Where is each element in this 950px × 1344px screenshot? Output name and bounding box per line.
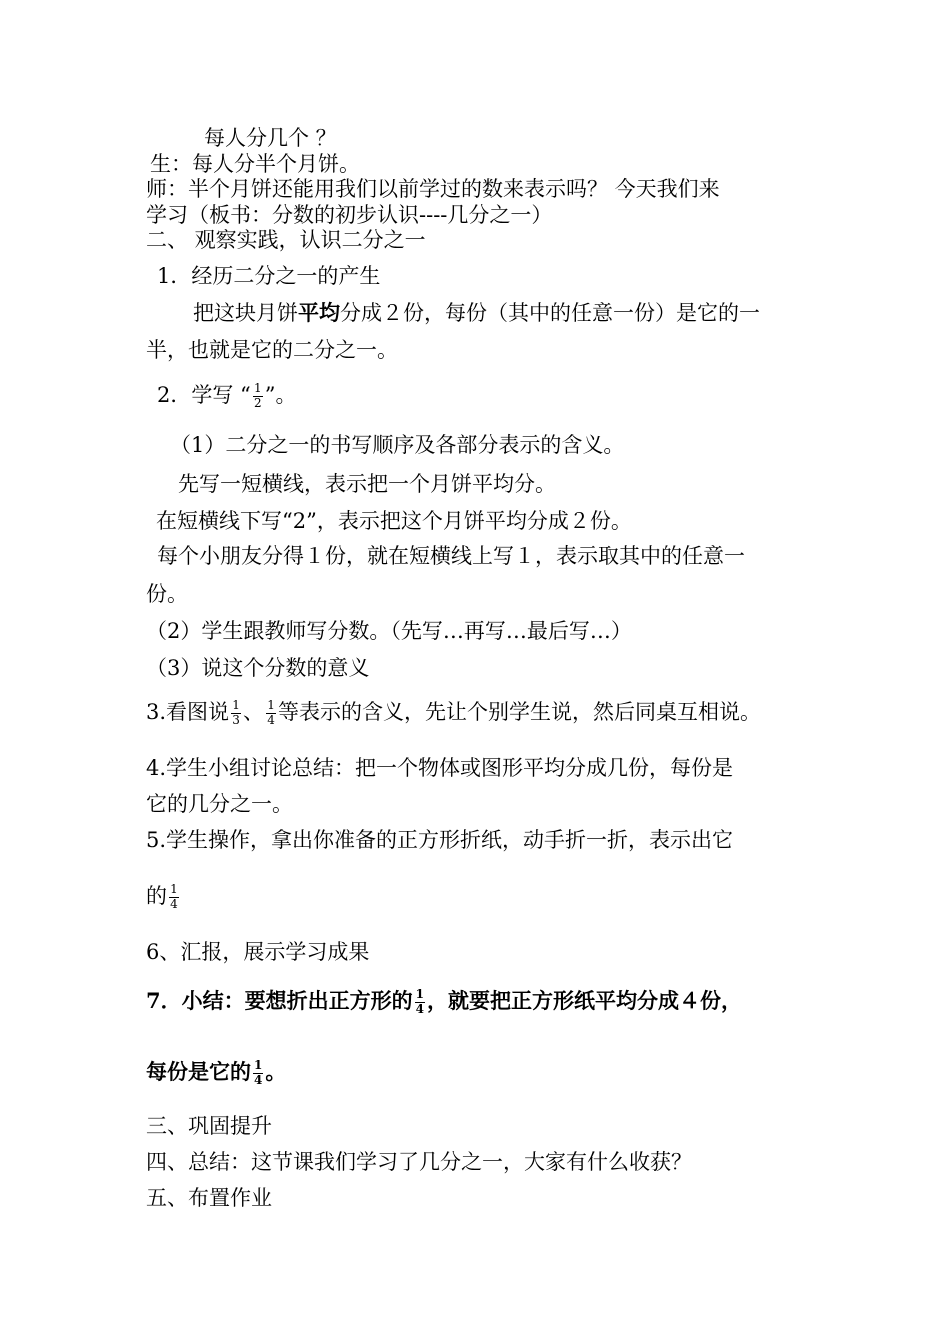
text-line: （3）说这个分数的意义	[146, 656, 370, 680]
text-line: 每个小朋友分得１份，就在短横线上写１，表示取其中的任意一	[157, 544, 745, 568]
text-segment: 3.看图说	[146, 699, 230, 724]
text-segment: 把这块月饼	[193, 301, 298, 325]
text-line: （2）学生跟教师写分数。（先写…再写…最后写…）	[146, 619, 632, 643]
text-line: 生：每人分半个月饼。	[150, 152, 360, 176]
text-line	[146, 699, 761, 728]
text-line: 5.学生操作，拿出你准备的正方形折纸，动手折一折，表示出它	[146, 828, 734, 852]
section-heading: 五、布置作业	[146, 1186, 272, 1210]
fraction-numerator: 1	[170, 882, 178, 896]
fraction-denominator: 4	[170, 896, 178, 911]
text-line: 1．经历二分之一的产生	[157, 264, 381, 288]
text-line: 师：半个月饼还能用我们以前学过的数来表示吗？ 今天我们来	[146, 177, 720, 201]
text-segment: 7．小结：要想折出正方形的	[146, 988, 413, 1013]
fraction-denominator: 4	[267, 712, 275, 727]
text-line: 每人分几个 ？	[204, 126, 337, 150]
text-line	[157, 382, 297, 411]
text-line: 它的几分之一。	[146, 792, 293, 816]
text-segment: 等表示的含义，先让个别学生说，然后同桌互相说。	[278, 699, 762, 724]
fraction-numerator: 1	[232, 698, 240, 712]
text-segment: 每份是它的	[146, 1059, 251, 1084]
text-segment: ，就要把正方形纸平均分成４份，	[426, 988, 742, 1013]
text-line: 4.学生小组讨论总结：把一个物体或图形平均分成几份，每份是	[146, 756, 734, 780]
text-segment: 的	[146, 883, 167, 908]
fraction-denominator: 4	[415, 1002, 424, 1016]
text-segment: 2．学写 “	[157, 382, 251, 407]
section-heading: 四、总结：这节课我们学习了几分之一，大家有什么收获？	[146, 1150, 692, 1174]
fraction-quarter	[415, 988, 425, 1017]
text-line	[193, 300, 760, 326]
emphasis-text: 平均	[298, 300, 340, 325]
text-line: 份。	[146, 582, 188, 606]
text-line: 学习（板书：分数的初步认识----几分之一）	[146, 203, 553, 227]
fraction-numerator: 1	[254, 1058, 263, 1073]
fraction-denominator: 2	[253, 395, 262, 410]
section-heading: 二、 观察实践，认识二分之一	[146, 228, 426, 252]
text-line: 先写一短横线，表示把一个月饼平均分。	[178, 472, 556, 496]
text-line: 6、汇报，展示学习成果	[146, 940, 370, 964]
summary-line	[146, 988, 742, 1017]
text-line	[146, 883, 181, 912]
fraction-quarter	[169, 883, 179, 912]
text-line: （1）二分之一的书写顺序及各部分表示的含义。	[170, 433, 625, 457]
summary-line	[146, 1059, 286, 1088]
fraction-denominator: 3	[232, 712, 240, 727]
text-segment: 。	[265, 1059, 287, 1084]
fraction-half	[253, 382, 263, 411]
section-heading: 三、巩固提升	[146, 1114, 272, 1138]
fraction-denominator: 4	[254, 1073, 263, 1087]
fraction-quarter	[266, 699, 276, 728]
text-segment: 、	[243, 699, 265, 724]
fraction-numerator: 1	[253, 381, 262, 395]
fraction-numerator: 1	[267, 698, 275, 712]
text-segment: ”。	[264, 382, 297, 407]
fraction-third	[231, 699, 241, 728]
text-line: 半，也就是它的二分之一。	[146, 338, 398, 362]
fraction-numerator: 1	[415, 987, 424, 1002]
text-segment: 分成２份，每份（其中的任意一份）是它的一	[340, 301, 760, 325]
fraction-quarter	[253, 1059, 263, 1088]
text-line: 在短横线下写“2”，表示把这个月饼平均分成２份。	[156, 509, 632, 533]
